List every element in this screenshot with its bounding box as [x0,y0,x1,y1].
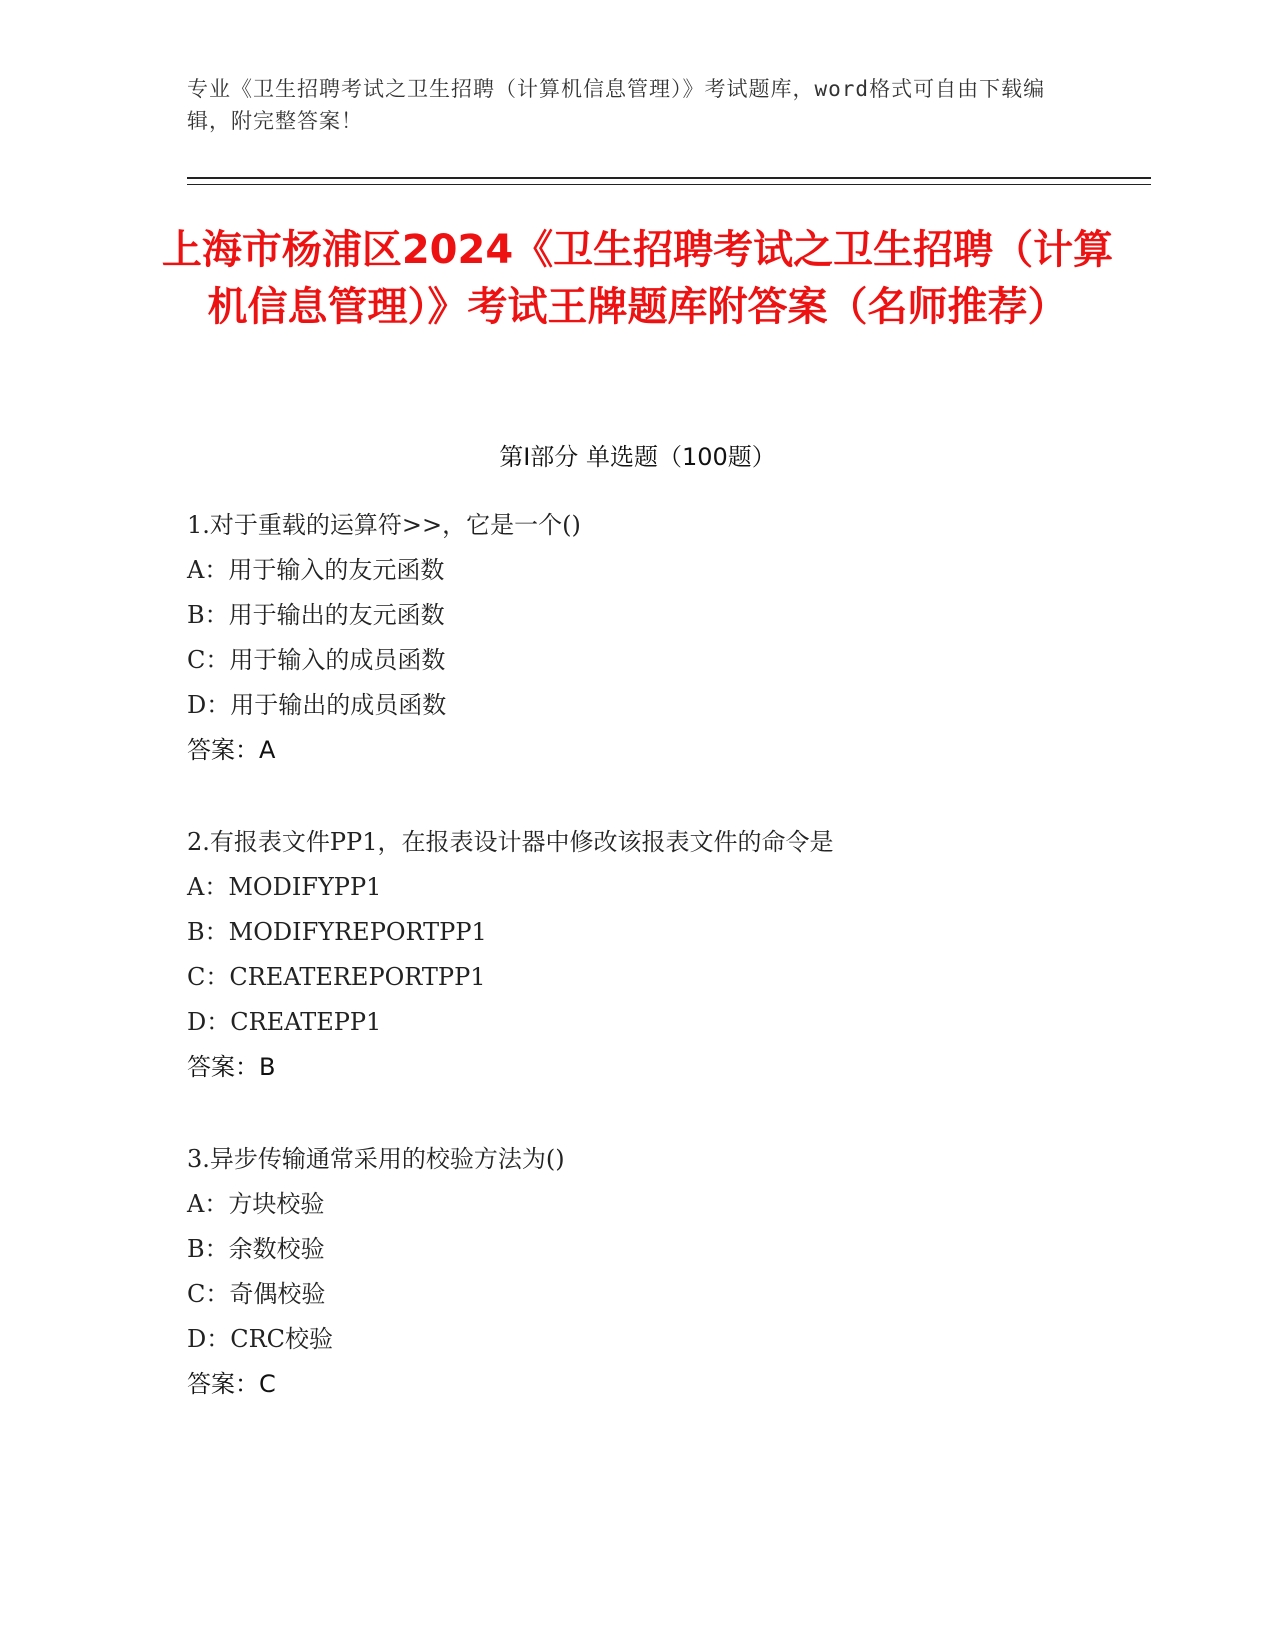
question-1 [187,503,1087,773]
option-c: C：用于输入的成员函数 [187,646,446,674]
option-c: C：奇偶校验 [187,1280,326,1308]
question-stem: 2.有报表文件PP1，在报表设计器中修改该报表文件的命令是 [187,828,834,856]
option-b: B：用于输出的友元函数 [187,601,445,629]
question-3 [187,1137,1087,1407]
answer-line: 答案：B [187,1053,276,1081]
header-note: 专业《卫生招聘考试之卫生招聘（计算机信息管理）》考试题库，word格式可自由下载编辑，附完整答案！ [187,77,1046,133]
header-rule-thick [187,177,1151,179]
answer-line: 答案：C [187,1370,276,1398]
option-a: A：MODIFYPP1 [187,873,382,901]
option-c: C：CREATEREPORTPP1 [187,963,486,991]
option-b: B：MODIFYREPORTPP1 [187,918,487,946]
question-stem: 3.异步传输通常采用的校验方法为() [187,1145,565,1173]
section-heading: 第I部分 单选题（100题） [499,443,776,471]
option-d: D：用于输出的成员函数 [187,691,447,719]
option-b: B：余数校验 [187,1235,325,1263]
question-2 [187,820,1087,1090]
option-a: A：用于输入的友元函数 [187,556,445,584]
option-d: D：CREATEPP1 [187,1008,382,1036]
question-stem: 1.对于重载的运算符>>，它是一个() [187,511,581,539]
option-d: D：CRC校验 [187,1325,334,1353]
option-a: A：方块校验 [187,1190,325,1218]
answer-line: 答案：A [187,736,276,764]
header-rule-thin [187,184,1151,185]
document-title: 上海市杨浦区2024《卫生招聘考试之卫生招聘（计算机信息管理）》考试王牌题库附答案（名师推荐） [161,227,1114,330]
